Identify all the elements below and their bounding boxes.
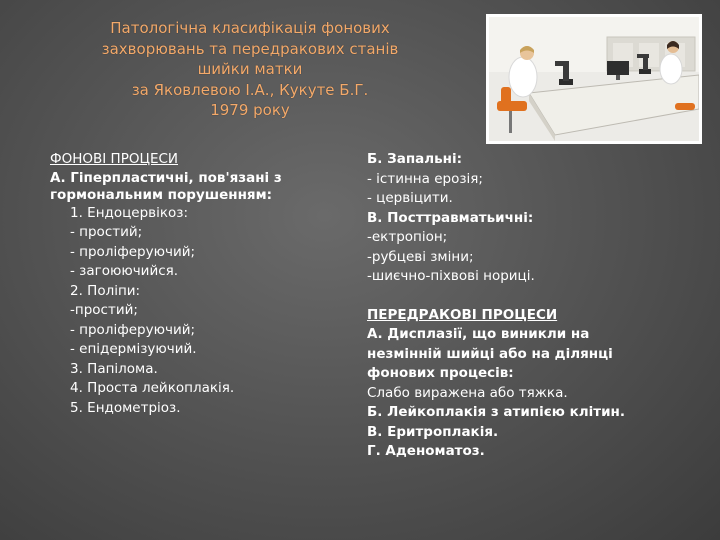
list-item: -шиєчно-піхвові нориці. — [367, 268, 535, 284]
spacer — [367, 287, 697, 306]
list-item: Г. Аденоматоз. — [367, 443, 485, 459]
list-item: - епідермізуючий. — [70, 341, 197, 357]
list-item: Б. Лейкоплакія з атипією клітин. — [367, 404, 626, 420]
list-item: -рубцеві зміни; — [367, 248, 474, 265]
list-item: - загоюючийся. — [70, 263, 179, 279]
list-item: - цервіцити. — [367, 190, 453, 206]
list-item: 1. Ендоцервікоз: — [70, 204, 189, 221]
slide-title — [80, 18, 420, 121]
list-item: - істинна ерозія; — [367, 170, 483, 187]
precancer-heading: ПЕРЕДРАКОВІ ПРОЦЕСИ — [367, 306, 558, 323]
list-item: 4. Проста лейкоплакія. — [70, 380, 235, 396]
title-line: Патологічна класифікація фонових — [110, 19, 390, 37]
title-line: захворювань та передракових станів — [101, 39, 399, 58]
list-item: - проліферуючий; — [70, 243, 196, 260]
list-item: 2. Поліпи: — [70, 282, 141, 299]
title-line: 1979 року — [210, 101, 290, 119]
title-line: за Яковлевою І.А., Кукуте Б.Г. — [131, 80, 369, 99]
section-heading: Б. Запальні: — [367, 151, 463, 167]
inflammatory-and-precancer-column — [367, 150, 697, 462]
list-item: 5. Ендометріоз. — [70, 399, 181, 416]
laboratory-photo — [486, 14, 702, 144]
list-item: - проліферуючий; — [70, 321, 196, 338]
section-heading: В. Посттравматьичні: — [367, 209, 534, 226]
list-item: 3. Папілома. — [70, 360, 158, 377]
section-heading: ФОНОВІ ПРОЦЕСИ — [50, 151, 179, 167]
dysplasia-note: Слабо виражена або тяжка. — [367, 384, 568, 401]
list-item: -простий; — [70, 302, 138, 318]
list-item: В. Еритроплакія. — [367, 423, 499, 440]
subheading-line: гормональним порушенням: — [50, 186, 272, 203]
dysplasia-line: фонових процесів: — [367, 365, 514, 381]
dysplasia-line: А. Дисплазії, що виникли на — [367, 326, 590, 342]
title-line: шийки матки — [197, 60, 303, 78]
list-item: -ектропіон; — [367, 229, 448, 245]
dysplasia-line: незмінній шийці або на ділянці — [367, 345, 613, 362]
subheading-line: А. Гіперпластичні, пов'язані з — [50, 169, 282, 186]
list-item: - простий; — [70, 224, 143, 240]
background-processes-column — [50, 150, 350, 418]
